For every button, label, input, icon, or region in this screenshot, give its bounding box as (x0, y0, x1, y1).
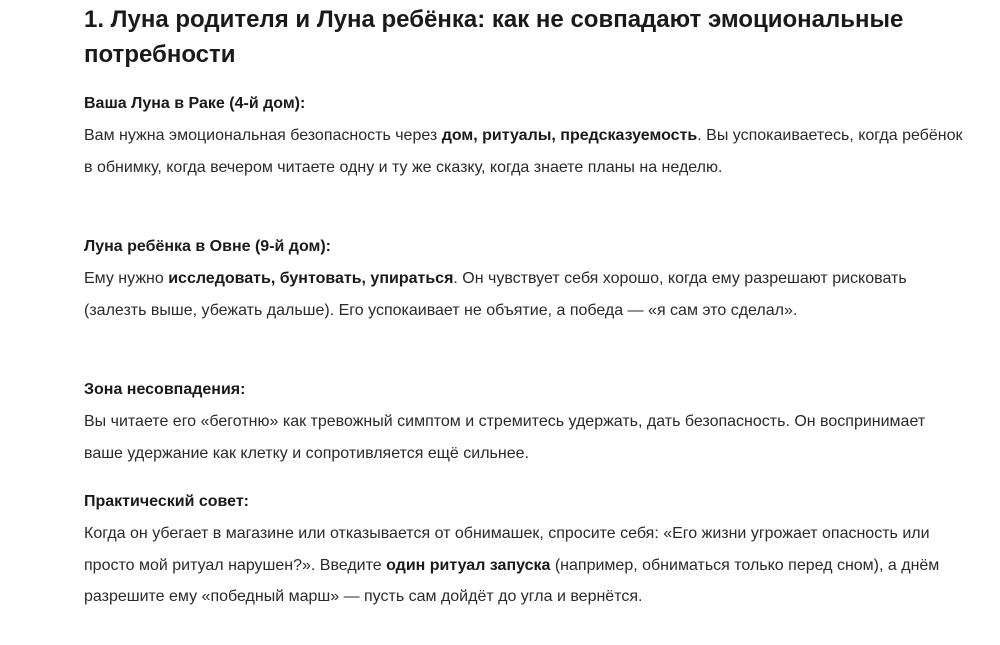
section-heading: Луна ребёнка в Овне (9-й дом): (84, 238, 332, 255)
text-part: (например, обниматься только перед сном), а днём разрешите ему «победный марш» — пусть сам дойдёт до угла и вернётся. (84, 556, 940, 605)
emphasis-text: исследовать, бунтовать, упираться (168, 270, 454, 287)
text-part: . Вы успокаиваетесь, когда ребёнок в обнимку, когда вечером читаете одну и ту же сказку, когда знаете планы на неделю. (84, 127, 963, 176)
article (84, 0, 964, 605)
article-title: 1. Луна родителя и Луна ребёнка: как не совпадают эмоциональные потребности (84, 6, 904, 68)
section-child-moon (84, 231, 964, 326)
text-part: Когда он убегает в магазине или отказывается от обнимашек, спросите себя: «Его жизни угрожает опасность или просто мой ритуал нарушен?». Введите (84, 525, 930, 574)
section-heading: Зона несовпадения: (84, 381, 246, 398)
section-body (84, 406, 964, 469)
section-body (84, 518, 964, 613)
section-body (84, 263, 964, 326)
section-parent-moon (84, 88, 964, 183)
section-heading: Ваша Луна в Раке (4-й дом): (84, 95, 306, 112)
text-part: Ему нужно (84, 270, 169, 287)
text-part: Вы читаете его «беготню» как тревожный симптом и стремитесь удержать, дать безопасность. Он воспринимает ваше удержание как клетку и сопротивляется ещё сильнее. (84, 413, 926, 462)
text-part: . Он чувствует себя хорошо, когда ему разрешают рисковать (залезть выше, убежать дальше). Его успокаивает не объятие, а победа — «я сам это сделал». (84, 270, 907, 319)
section-body (84, 120, 964, 183)
text-part: Вам нужна эмоциональная безопасность через (84, 127, 442, 144)
section-heading: Практический совет: (84, 493, 249, 510)
emphasis-text: один ритуал запуска (386, 556, 551, 574)
section-practical-advice (84, 486, 964, 613)
emphasis-text: дом, ритуалы, предсказуемость (441, 127, 698, 144)
section-mismatch-zone (84, 374, 964, 469)
